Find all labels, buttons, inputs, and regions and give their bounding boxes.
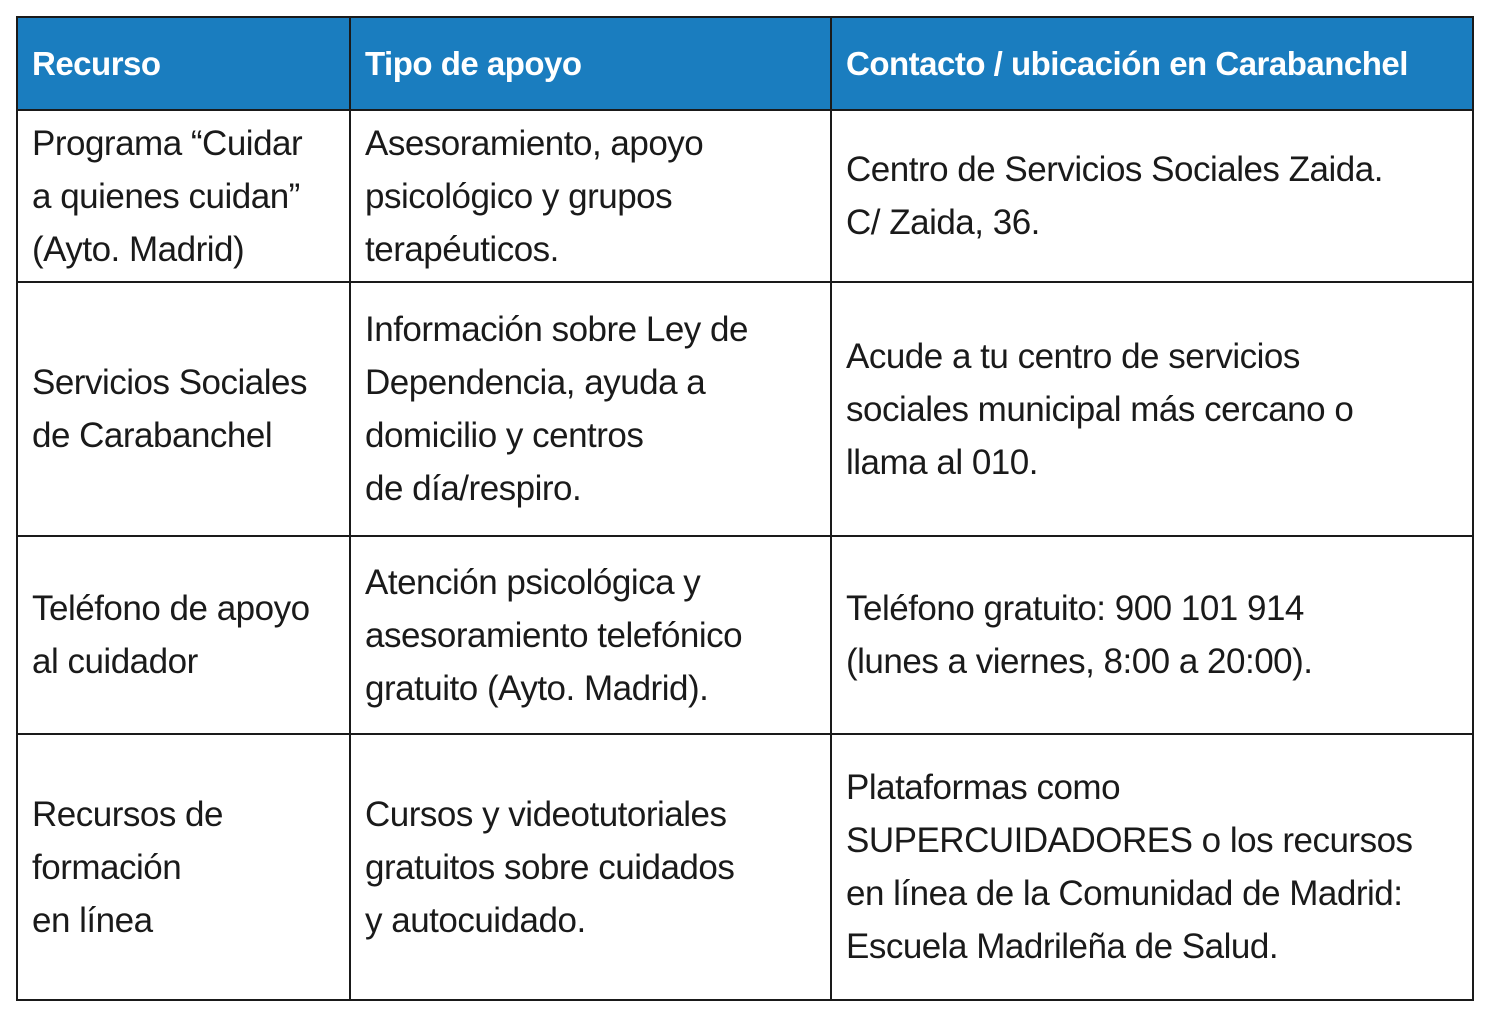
cell-contacto: Centro de Servicios Sociales Zaida. C/ Zaida, 36. (831, 110, 1473, 282)
cell-recurso: Servicios Sociales de Carabanchel (17, 282, 350, 536)
resources-table (16, 16, 1474, 1001)
cell-contacto: Teléfono gratuito: 900 101 914 (lunes a viernes, 8:00 a 20:00). (831, 536, 1473, 734)
cell-recurso: Teléfono de apoyo al cuidador (17, 536, 350, 734)
table-row (17, 282, 1473, 536)
cell-tipo-de-apoyo: Información sobre Ley de Dependencia, ayuda a domicilio y centros de día/respiro. (350, 282, 831, 536)
cell-recurso: Recursos de formación en línea (17, 734, 350, 1000)
cell-tipo-de-apoyo: Asesoramiento, apoyo psicológico y grupos terapéuticos. (350, 110, 831, 282)
table-header-row (17, 17, 1473, 110)
header-recurso: Recurso (17, 17, 350, 110)
table-row (17, 110, 1473, 282)
header-tipo-de-apoyo: Tipo de apoyo (350, 17, 831, 110)
table-row (17, 734, 1473, 1000)
cell-contacto: Plataformas como SUPERCUIDADORES o los recursos en línea de la Comunidad de Madrid: Escuela Madrileña de Salud. (831, 734, 1473, 1000)
table-row (17, 536, 1473, 734)
cell-tipo-de-apoyo: Cursos y videotutoriales gratuitos sobre cuidados y autocuidado. (350, 734, 831, 1000)
cell-tipo-de-apoyo: Atención psicológica y asesoramiento telefónico gratuito (Ayto. Madrid). (350, 536, 831, 734)
cell-recurso: Programa “Cuidar a quienes cuidan” (Ayto. Madrid) (17, 110, 350, 282)
header-contacto-ubicacion: Contacto / ubicación en Carabanchel (831, 17, 1473, 110)
cell-contacto: Acude a tu centro de servicios sociales municipal más cercano o llama al 010. (831, 282, 1473, 536)
